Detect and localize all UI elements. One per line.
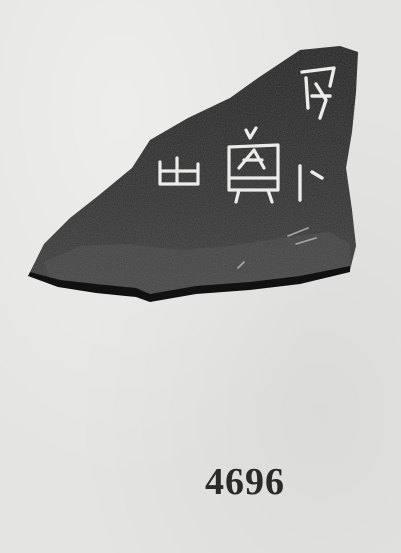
fragment-texture — [30, 46, 358, 300]
catalog-number: 4696 — [205, 461, 285, 503]
